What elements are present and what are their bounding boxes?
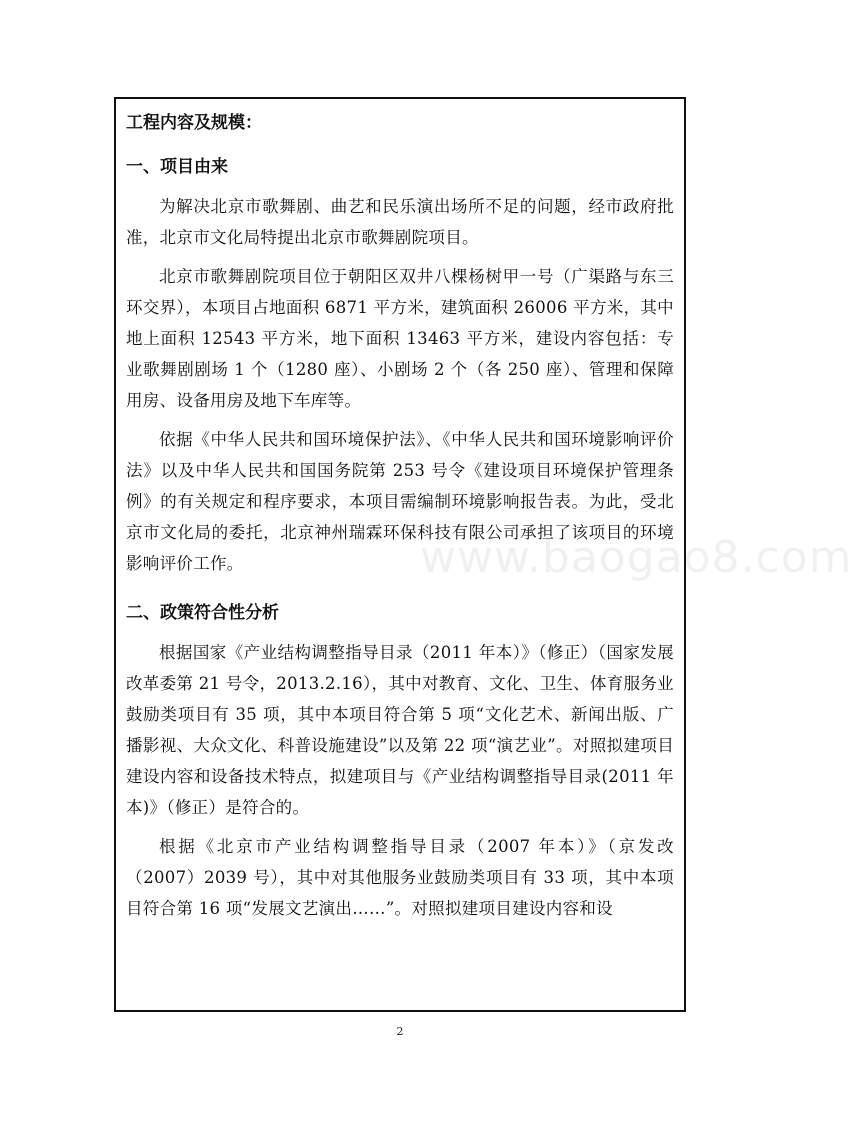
section-2-paragraph-2: 根据《北京市产业结构调整指导目录（2007 年本）》（京发改（2007）2039 号），其中对其他服务业鼓励类项目有 33 项，其中本项目符合第 16 项“发展文艺演出……”。对照拟建项目建设内容和设 <box>126 837 674 918</box>
section-1-paragraph-3: 依据《中华人民共和国环境保护法》、《中华人民共和国环境影响评价法》以及中华人民共和国国务院第 253 号令《建设项目环境保护管理条例》的有关规定和程序要求，本项目需编制环境影响报告表。为此，受北京市文化局的委托，北京神州瑞霖环保科技有限公司承担了该项目的环境影响评价工作。 <box>126 430 674 573</box>
content-body <box>126 111 674 932</box>
section-2-paragraph-1: 根据国家《产业结构调整指导目录（2011 年本）》（修正）（国家发展改革委第 21 号令，2013.2.16），其中对教育、文化、卫生、体育服务业鼓励类项目有 35 项，其中本项目符合第 5 项“文化艺术、新闻出版、广播影视、大众文化、科普设施建设”以及第 22 项“演艺业”。对照拟建项目建设内容和设备技术特点，拟建项目与《产业结构调整指导目录(2011 年本)》（修正）是符合的。 <box>126 643 674 817</box>
content-frame <box>114 97 686 1012</box>
section-1-title: 一、项目由来 <box>126 157 228 177</box>
section-1-paragraph-2: 北京市歌舞剧院项目位于朝阳区双井八棵杨树甲一号（广渠路与东三环交界），本项目占地面积 6871 平方米，建筑面积 26006 平方米，其中地上面积 12543 平方米，地下面积 13463 平方米，建设内容包括：专业歌舞剧剧场 1 个（1280 座）、小剧场 2 个（各 250 座）、管理和保障用房、设备用房及地下车库等。 <box>126 267 674 410</box>
main-heading: 工程内容及规模： <box>126 113 262 133</box>
section-2-title: 二、政策符合性分析 <box>126 603 279 623</box>
section-spacer <box>126 587 674 601</box>
page-number: 2 <box>396 1025 404 1038</box>
watermark: www.baogao8.com <box>420 532 852 583</box>
section-1-paragraph-1: 为解决北京市歌舞剧、曲艺和民乐演出场所不足的问题，经市政府批准，北京市文化局特提出北京市歌舞剧院项目。 <box>126 197 674 247</box>
